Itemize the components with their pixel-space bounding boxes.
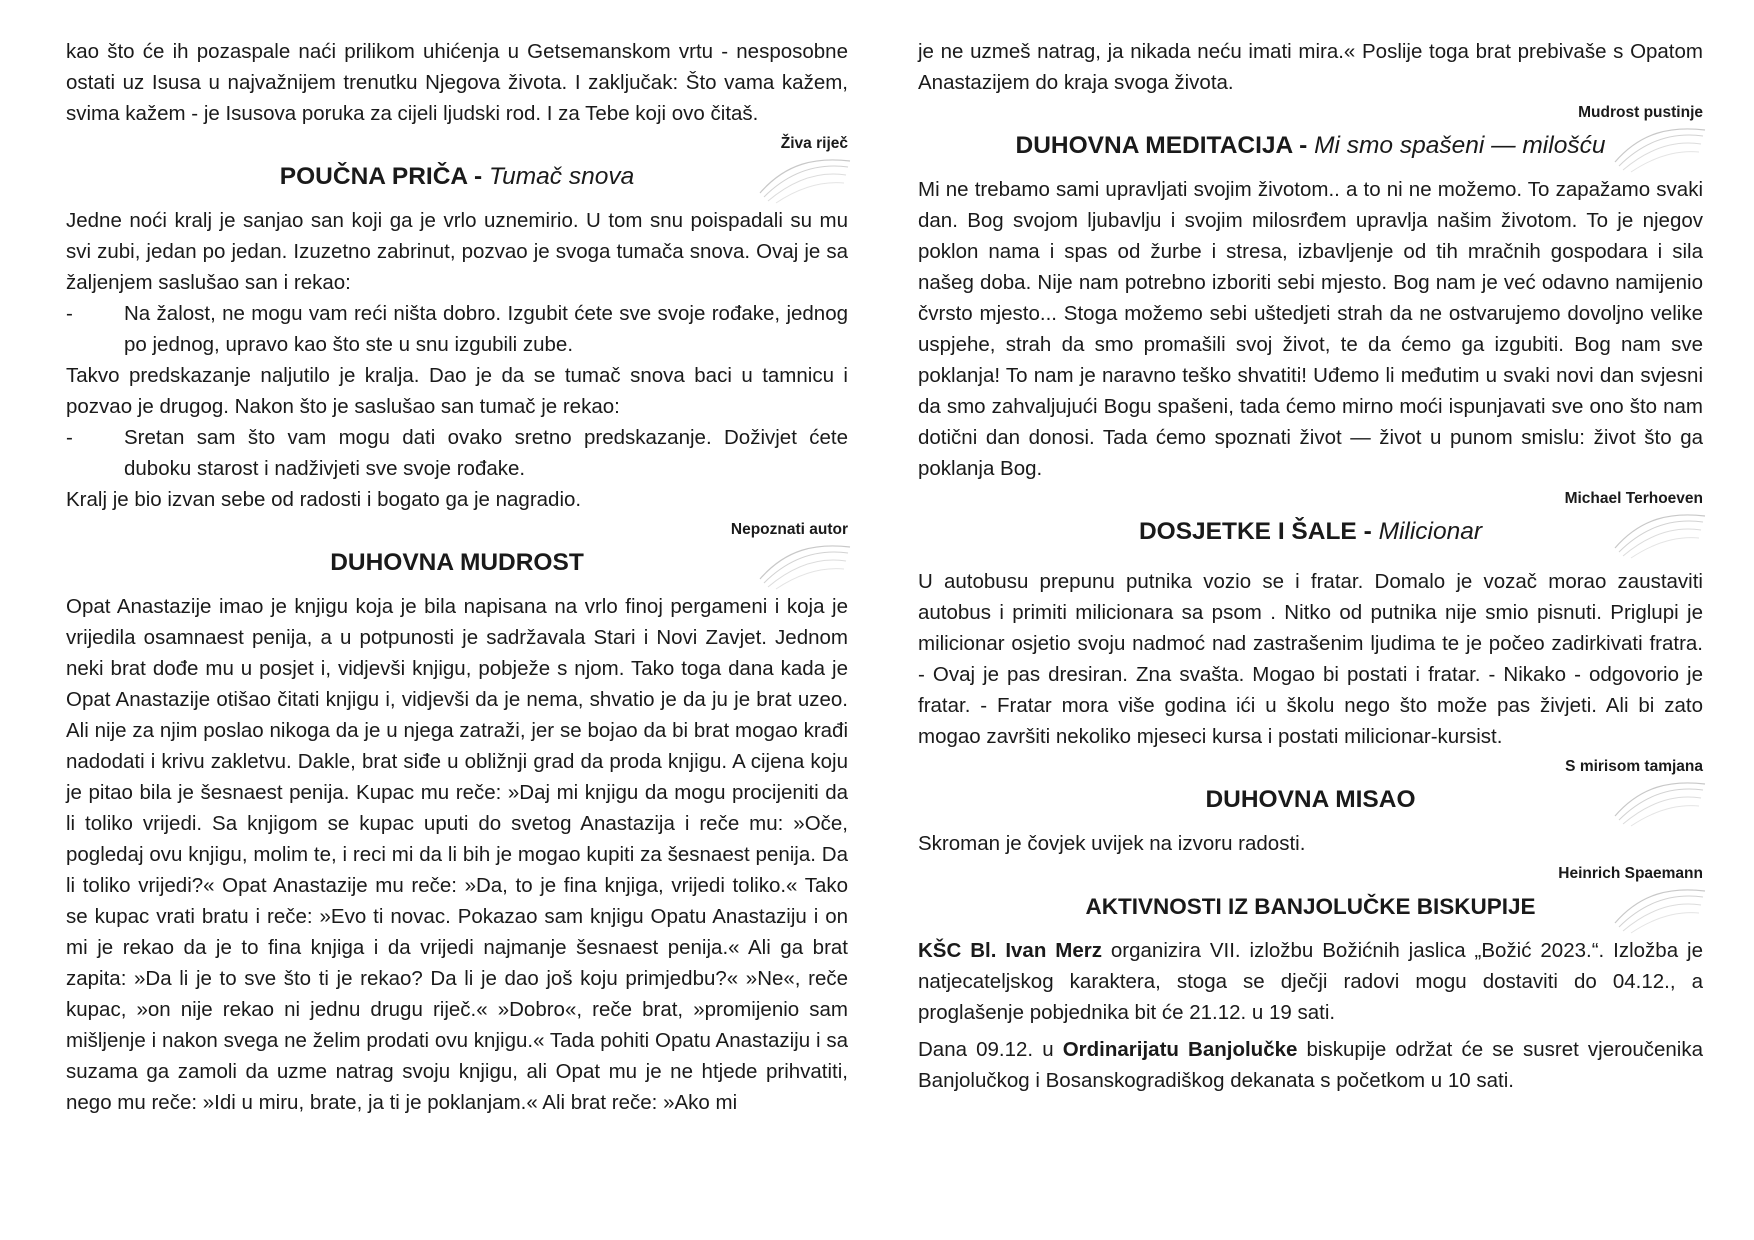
thought-text: Skroman je čovjek uvijek na izvoru radosti.	[918, 832, 1306, 855]
right-column	[918, 36, 1703, 1096]
feather-swirl-icon	[1611, 508, 1707, 562]
dash-marker: -	[66, 302, 73, 325]
left-column	[66, 36, 848, 1118]
activities-p2-start: Dana 09.12. u	[918, 1038, 1063, 1061]
jokes-heading	[918, 512, 1703, 554]
intro-author: Živa riječ	[780, 135, 848, 152]
story-heading	[66, 157, 848, 199]
feather-swirl-icon	[1611, 883, 1707, 937]
activities-paragraph-2	[918, 1034, 1703, 1096]
story-paragraph-2: Takvo predskazanje naljutilo je kralja. Dao je da se tumač snova baci u tamnicu i pozvao je drugog. Nakon što je saslušao san tumač je rekao:	[66, 364, 848, 418]
story-separator: -	[467, 163, 489, 190]
feather-swirl-icon	[756, 153, 852, 207]
jokes-author: S mirisom tamjana	[1565, 758, 1703, 775]
story-paragraph-3: Kralj je bio izvan sebe od radosti i bogato ga je nagradio.	[66, 488, 582, 511]
thought-heading	[918, 780, 1703, 822]
intro-paragraph: kao što će ih pozaspale naći prilikom uhićenja u Getsemanskom vrtu - nesposobne ostati uz Isusa u najvažnijem trenutku Njegova života. I zaključak: Što vama kažem, svima kažem - je Isusova poruka za cijeli ljudski rod. I za Tebe koji ovo čitaš.	[66, 40, 848, 125]
meditation-separator: -	[1292, 132, 1315, 159]
wisdom-text: Opat Anastazije imao je knjigu koja je bila napisana na vrlo finoj pergameni i koja je vrijedila osamnaest penija, a u potpunosti je sadržavala Stari i Novi Zavjet. Jednom neki brat dođe mu u posjet i, vidjevši knjigu, pobježe s njom. Tako toga dana kada je Opat Anastazije otišao čitati knjigu i, vidjevši da je nema, shvatio je da ju je brat uzeo. Ali nije za njim poslao nikoga da je u njega zatraži, jer se bojao da bi brat mogao krađi nadodati i krivu zakletvu. Dakle, brat siđe u obližnji grad da proda knjigu. A cijena koju je pitao bila je šesnaest penija. Kupac mu reče: »Daj mi knjigu da mogu procijeniti da li toliko vrijedi. Sa knjigom se kupac uputi do svetog Anastazija i reče mu: »Oče, pogledaj ovu knjigu, molim te, i reci mi da li bih je mogao kupiti za šesnaest penija. Da li toliko vrijedi?« Opat Anastazije mu reče: »Da, to je fina knjiga, vrijedi toliko.« Tako se kupac vrati bratu i reče: »Evo ti novac. Pokazao sam knjigu Opatu Anastaziju i on mi je rekao da je to fina knjiga i da vrijedi najmanje šesnaest penija.« Ali ga brat zapita: »Da li je to sve što ti je rekao? Da li je dao još koju primjedbu?« »Ne«, reče kupac, »on nije rekao ni jednu drugu riječ.« »Dobro«, reče brat, »promijenio sam mišljenje i nakon svega ne želim prodati ovu knjigu.« Tada pohiti Opatu Anastaziju i sa suzama ga zamoli da uzme natrag svoju knjigu, ali Opat mu je ne htjede prihvatiti, nego mu reče: »Idi u miru, brate, ja ti je poklanjam.« Ali brat reče: »Ako mi	[66, 595, 848, 1114]
meditation-author: Michael Terhoeven	[1564, 490, 1703, 507]
wisdom-author: Mudrost pustinje	[1578, 104, 1703, 121]
activities-p2-bold: Ordinarijatu Banjolučke	[1062, 1038, 1298, 1061]
feather-swirl-icon	[1611, 122, 1707, 176]
wisdom-continued: je ne uzmeš natrag, ja nikada neću imati mira.« Poslije toga brat prebivaše s Opatom Anastazijem do kraja svoga života.	[918, 40, 1703, 94]
story-title: POUČNA PRIČA	[279, 163, 468, 190]
activities-title: AKTIVNOSTI IZ BANJOLUČKE BISKUPIJE	[1085, 894, 1536, 919]
meditation-title: DUHOVNA MEDITACIJA	[1015, 132, 1293, 159]
thought-author: Heinrich Spaemann	[1558, 865, 1703, 882]
story-dash-item-2	[66, 422, 848, 484]
activities-p1-bold: KŠC Bl. Ivan Merz	[918, 939, 1102, 962]
feather-swirl-icon	[1611, 776, 1707, 830]
story-dash-item-1	[66, 298, 848, 360]
story-author: Nepoznati autor	[730, 521, 848, 538]
meditation-subtitle: Mi smo spašeni — milošću	[1314, 132, 1606, 159]
meditation-text: Mi ne trebamo sami upravljati svojim životom.. a to ni ne možemo. To zapažamo svaki dan. Bog svojom ljubavlju i svojim milosrđem upravlja našim životom. To je njegov poklon nama i spas od žurbe i stresa, izbavljenje od tih mračnih gospodara i sila našeg doba. Nije nam potrebno izboriti sebi mjesto. Bog nam je već odavno namijenio čvrsto mjesto... Stoga možemo sebi uštedjeti strah da ne ostvarujemo dovoljno velike uspjehe, strah da smo promašili svoj život, te da ćemo ga izgubiti. Bog nam sve poklanja! To nam je naravno teško shvatiti! Uđemo li međutim u svaki novi dan svjesni da smo zahvaljujući Bogu spašeni, tada ćemo mirno moći ispunjavati sve ono što nam dotični dan donosi. Tada ćemo spoznati život — život u punom smislu: život što ga poklanja Bog.	[918, 178, 1703, 480]
jokes-title: DOSJETKE I ŠALE	[1138, 518, 1357, 545]
wisdom-heading	[66, 543, 848, 585]
thought-title: DUHOVNA MISAO	[1205, 786, 1416, 813]
story-dash-text-2: Sretan sam što vam mogu dati ovako sretno predskazanje. Doživjet ćete duboku starost i nadživjeti sve svoje rođake.	[124, 426, 848, 480]
activities-heading	[918, 887, 1703, 929]
jokes-subtitle: Milicionar	[1378, 518, 1483, 545]
activities-p1-rest: organizira VII. izložbu Božićnih jaslica „Božić 2023.“. Izložba je natjecateljskog karaktera, stoga se dječji radovi mogu dostaviti do 04.12., a proglašenje pobjednika bit će 21.12. u 19 sati.	[918, 939, 1703, 1024]
story-paragraph-1: Jedne noći kralj je sanjao san koji ga je vrlo uznemirio. U tom snu poispadali su mu svi zubi, jedan po jedan. Izuzetno zabrinut, pozvao je svoga tumača snova. Ovaj je sa žaljenjem saslušao san i rekao:	[66, 209, 848, 294]
wisdom-title: DUHOVNA MUDROST	[330, 549, 584, 576]
meditation-heading	[918, 126, 1703, 168]
jokes-separator: -	[1356, 518, 1379, 545]
dash-marker: -	[66, 426, 73, 449]
activities-paragraph-1	[918, 935, 1703, 1028]
feather-swirl-icon	[756, 539, 852, 593]
activities-p2-rest: biskupije održat će se susret vjeroučenika Banjolučkog i Bosanskogradiškog dekanata s početkom u 10 sati.	[918, 1038, 1704, 1092]
story-dash-text-1: Na žalost, ne mogu vam reći ništa dobro. Izgubit ćete sve svoje rođake, jednog po jednog, upravo kao što ste u snu izgubili zube.	[124, 302, 848, 356]
jokes-text: U autobusu prepunu putnika vozio se i fratar. Domalo je vozač morao zaustaviti autobus i primiti milicionara sa psom . Nitko od putnika nije smio pisnuti. Priglupi je milicionar osjetio svoju nadmoć nad zastrašenim ljudima te je počeo zadirkivati fratra. - Ovaj je pas dresiran. Zna svašta. Mogao bi postati i fratar. - Nikako - odgovorio je fratar. - Fratar mora više godina ići u školu nego što može pas živjeti. Ali bi zato mogao završiti nekoliko mjeseci kursa i postati milicionar-kursist.	[918, 570, 1703, 748]
story-subtitle: Tumač snova	[488, 163, 635, 190]
